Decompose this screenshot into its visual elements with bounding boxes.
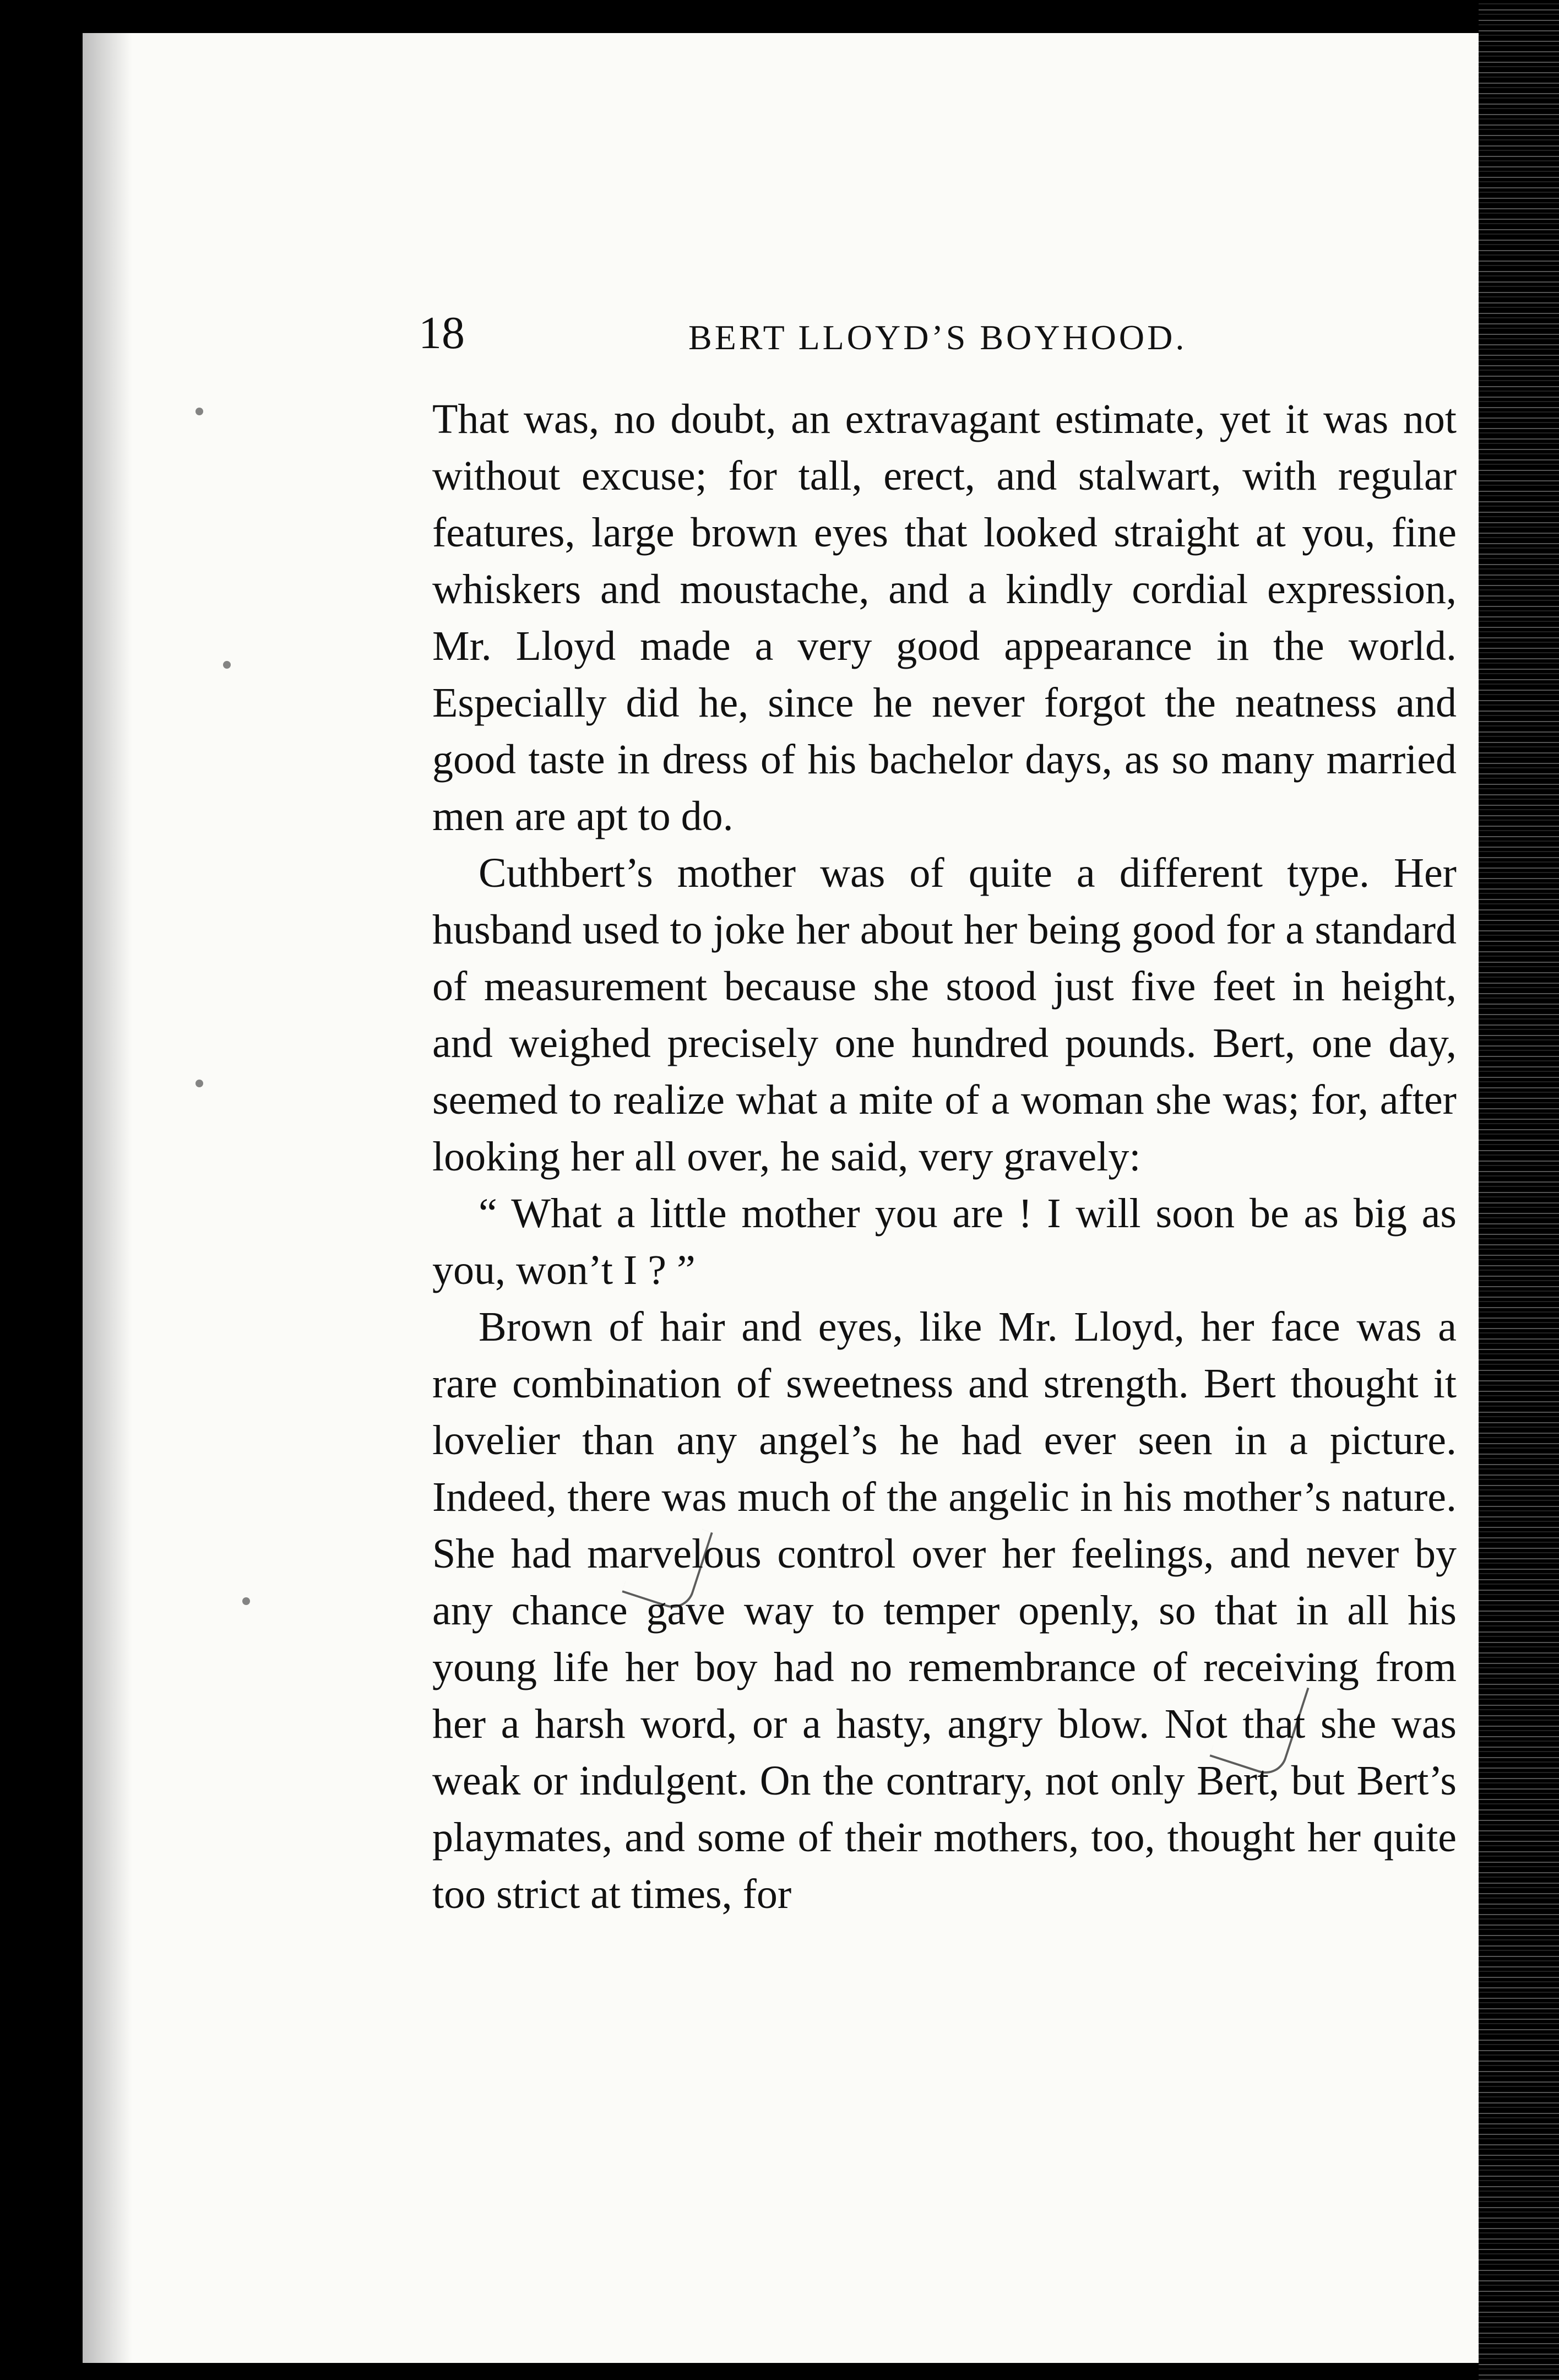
speck xyxy=(223,661,231,669)
paragraph: Cuthbert’s mother was of quite a different type. Her husband used to joke her about her being good for a standard of measurement because she stood just five feet in height, and weighed precisely one hundred pounds. Bert, one day, seemed to realize what a mite of a woman she was; for, after looking her all over, he said, very gravely: xyxy=(432,850,1457,1180)
paragraph: That was, no doubt, an extravagant estimate, yet it was not without excuse; for tall, erect, and stalwart, with regular features, large brown eyes that looked straight at you, fine whiskers and moustache, and a kindly cordial expression, Mr. Lloyd made a very good appearance in the world. Especially did he, since he never forgot the neatness and good taste in dress of his bachelor days, as so many married men are apt to do. xyxy=(432,396,1457,839)
page-number: 18 xyxy=(419,307,465,359)
body-text xyxy=(432,391,1457,1923)
running-head xyxy=(419,306,1498,366)
speck xyxy=(242,1597,250,1605)
paragraph: Brown of hair and eyes, like Mr. Lloyd, her face was a rare combination of sweetness and strength. Bert thought it lovelier than any angel’s he had ever seen in a picture. Indeed, there was much of the angelic in his mother’s nature. She had marvelous control over her feelings, and never by any chance gave way to temper openly, so that in all his young life her boy had no remembrance of receiving from her a harsh word, or a hasty, angry blow. Not that she was weak or indulgent. On the contrary, not only Bert, but Bert’s playmates, and some of their mothers, too, thought her quite too strict at times, for xyxy=(432,1304,1457,1917)
gutter-shadow xyxy=(83,33,132,2363)
running-title: BERT LLOYD’S BOYHOOD. xyxy=(688,318,1187,357)
speck xyxy=(195,1080,203,1087)
speck xyxy=(195,408,203,415)
paragraph: “ What a little mother you are ! I will soon be as big as you, won’t I ? ” xyxy=(432,1190,1457,1293)
